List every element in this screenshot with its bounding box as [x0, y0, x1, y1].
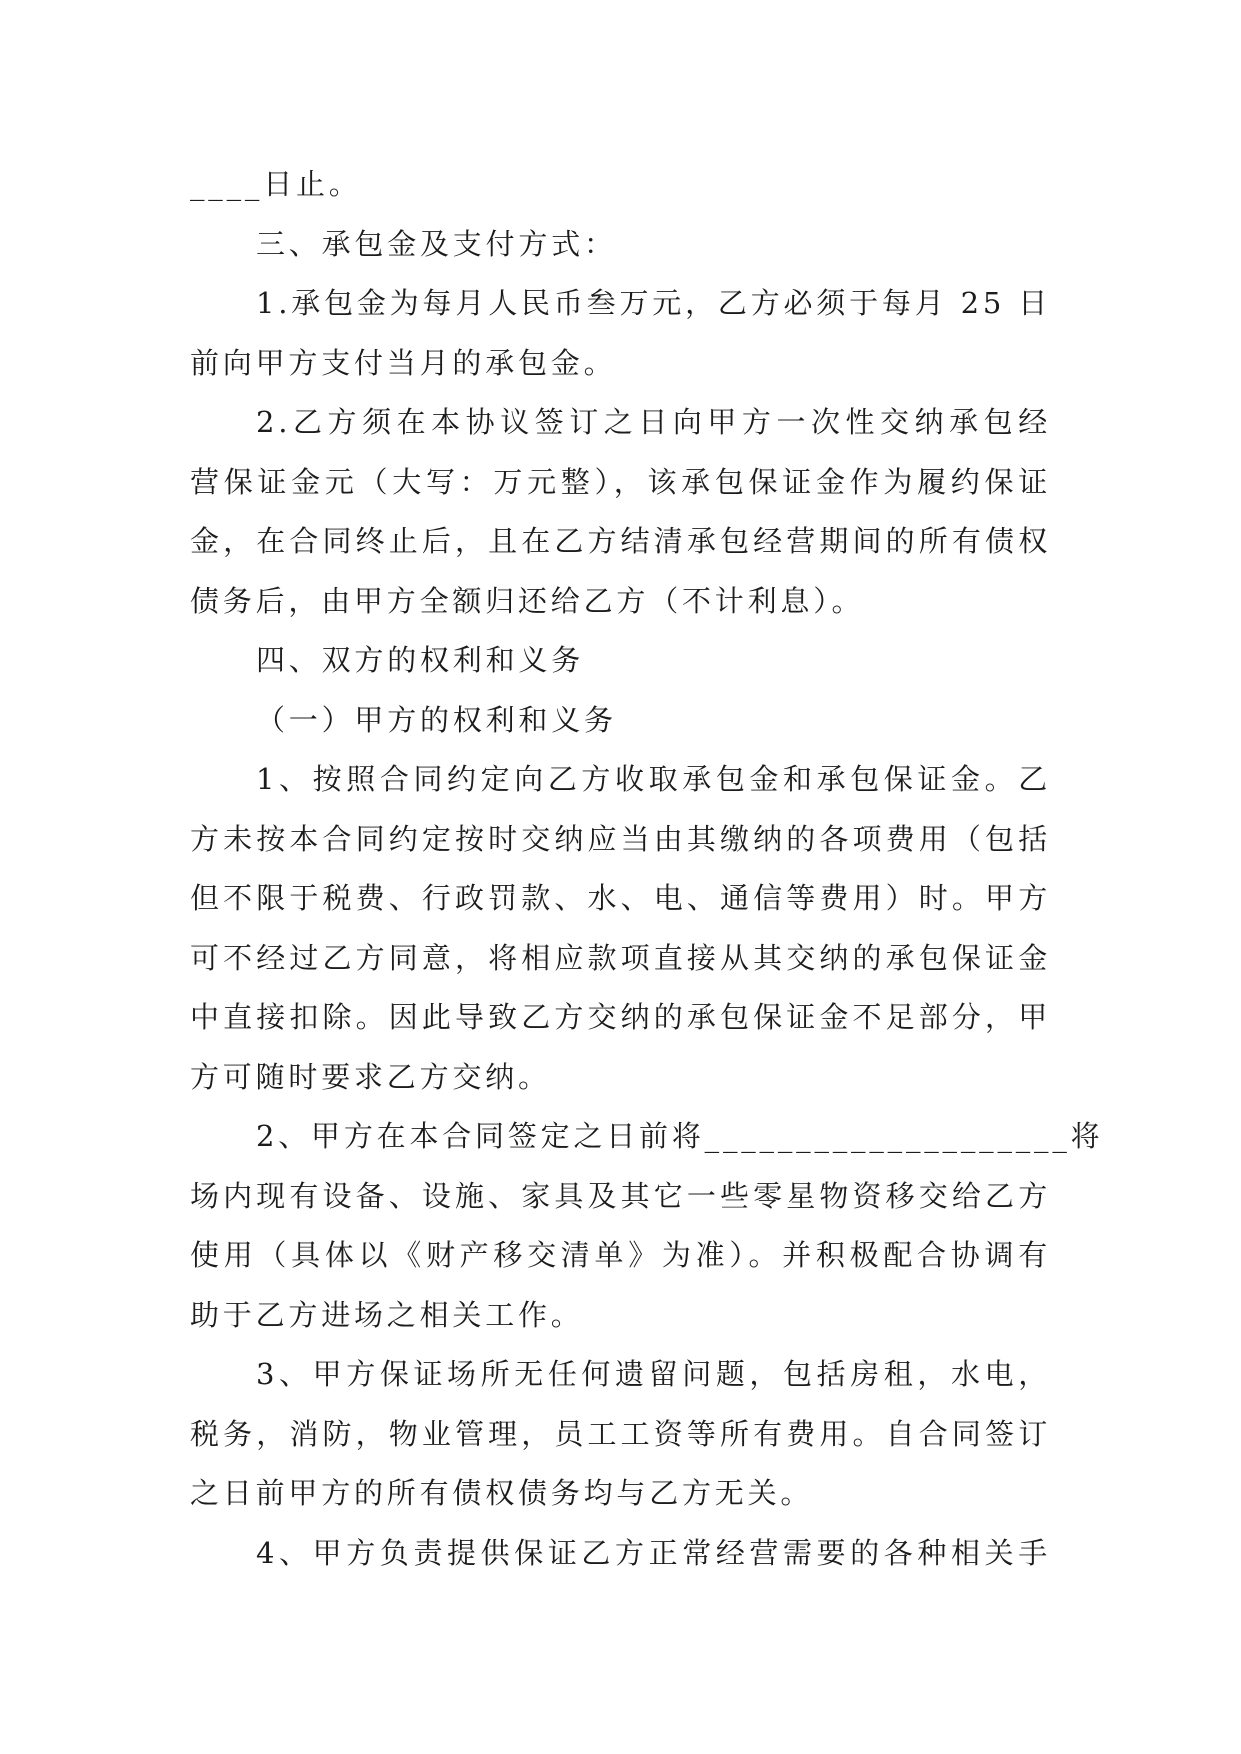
- paragraph-line-with-blank: 2、甲方在本合同签定之日前将____________________将: [256, 1119, 1104, 1153]
- paragraph-line: 金，在合同终止后，且在乙方结清承包经营期间的所有债权: [190, 524, 1051, 558]
- paragraph-line: 1、按照合同约定向乙方收取承包金和承包保证金。乙: [256, 762, 1051, 796]
- paragraph-line: 使用（具体以《财产移交清单》为准）。并积极配合协调有: [190, 1238, 1051, 1272]
- paragraph-line: 营保证金元（大写：万元整），该承包保证金作为履约保证: [190, 464, 1051, 499]
- section-heading-contract-fee: 三、承包金及支付方式：: [256, 226, 617, 261]
- subsection-heading-party-a: （一）甲方的权利和义务: [256, 702, 617, 737]
- document-body: [190, 155, 1104, 1583]
- paragraph-line: 4、甲方负责提供保证乙方正常经营需要的各种相关手: [256, 1535, 1051, 1570]
- paragraph-line: 中直接扣除。因此导致乙方交纳的承包保证金不足部分，甲: [190, 1000, 1051, 1034]
- paragraph-line: 方可随时要求乙方交纳。: [190, 1059, 551, 1094]
- paragraph-line: 方未按本合同约定按时交纳应当由其缴纳的各项费用（包括: [190, 821, 1051, 856]
- paragraph-line: 1.承包金为每月人民币叁万元，乙方必须于每月 25 日: [256, 286, 1051, 320]
- section-heading-rights-obligations: 四、双方的权利和义务: [256, 643, 585, 677]
- paragraph-line: 债务后，由甲方全额归还给乙方（不计利息）。: [190, 583, 865, 618]
- term-end-line: ____日止。: [190, 167, 362, 201]
- paragraph-line: 2.乙方须在本协议签订之日向甲方一次性交纳承包经: [256, 405, 1051, 439]
- paragraph-line: 助于乙方进场之相关工作。: [190, 1297, 584, 1332]
- paragraph-line: 3、甲方保证场所无任何遗留问题，包括房租，水电，: [256, 1357, 1051, 1391]
- paragraph-line: 场内现有设备、设施、家具及其它一些零星物资移交给乙方: [190, 1178, 1051, 1213]
- paragraph-line: 税务，消防，物业管理，员工工资等所有费用。自合同签订: [190, 1416, 1051, 1451]
- paragraph-line: 前向甲方支付当月的承包金。: [190, 345, 617, 380]
- paragraph-line: 之日前甲方的所有债权债务均与乙方无关。: [190, 1476, 814, 1510]
- paragraph-line: 可不经过乙方同意，将相应款项直接从其交纳的承包保证金: [190, 940, 1051, 975]
- paragraph-line: 但不限于税费、行政罚款、水、电、通信等费用）时。甲方: [190, 881, 1051, 915]
